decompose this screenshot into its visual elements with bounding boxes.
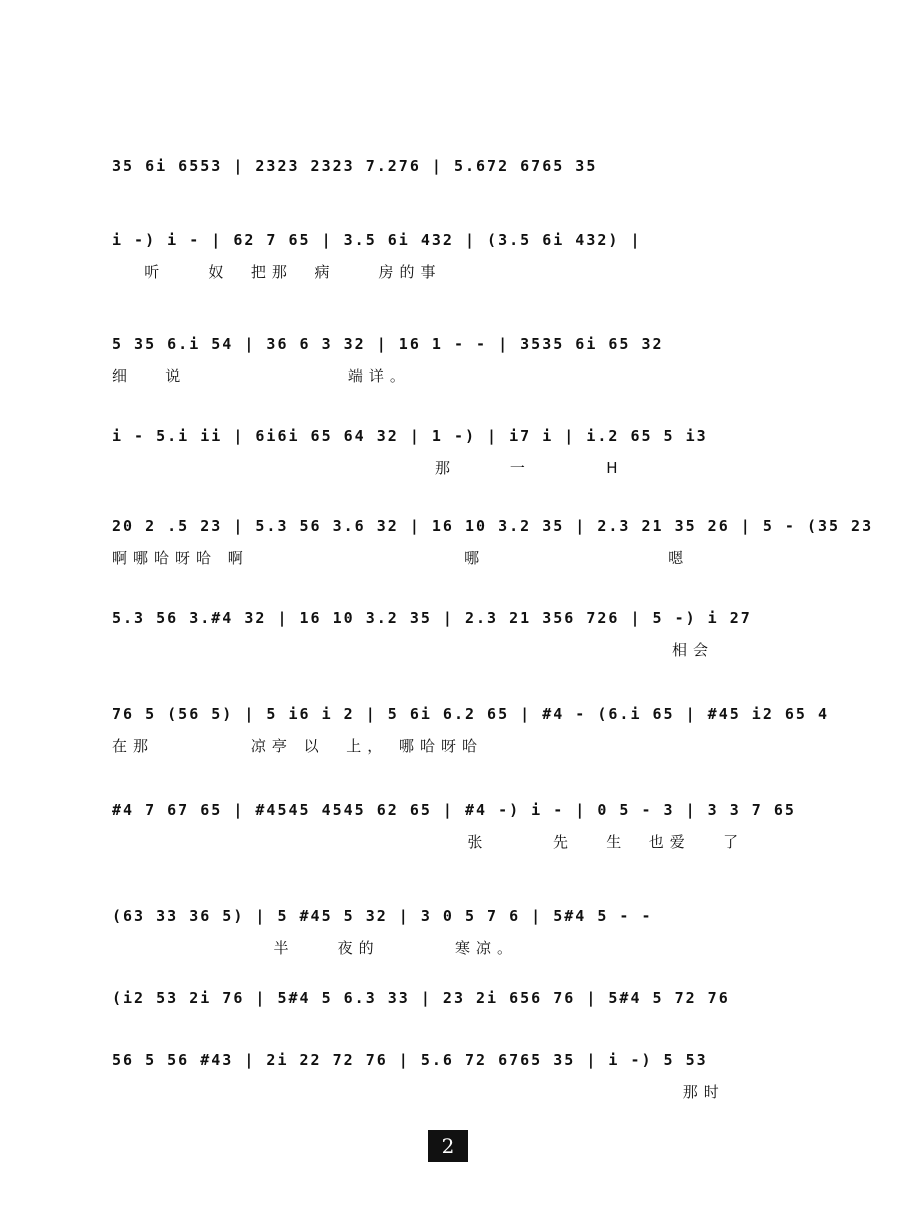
score-line-9 <box>112 902 792 972</box>
lyrics-row: 那 一 H <box>112 459 624 477</box>
lyrics-row <box>112 1018 792 1042</box>
lyrics-row: 张 先 生 也爱 了 <box>112 833 745 851</box>
lyrics-row: 那时 <box>112 1083 725 1101</box>
score-line-5 <box>112 512 874 582</box>
score-line-8 <box>112 796 796 866</box>
notation-row: i -) i - | 62 7 65 | 3.5 6i 432 | (3.5 6i 432) | <box>112 231 642 249</box>
score-line-6 <box>112 604 792 674</box>
lyrics-row: 相会 <box>112 641 714 659</box>
score-line-11 <box>112 1046 792 1116</box>
score-line-7 <box>112 700 829 770</box>
lyrics-row: 啊哪哈呀哈 啊 哪 嗯 <box>112 549 690 567</box>
notation-row: i - 5.i ii | 6i6i 65 64 32 | 1 -) | i7 i | i.2 65 5 i3 <box>112 427 708 445</box>
score-line-3 <box>112 330 792 400</box>
lyrics-row: 细 说 端详。 <box>112 367 411 385</box>
notation-row: 20 2 .5 23 | 5.3 56 3.6 32 | 16 10 3.2 35 | 2.3 21 35 26 | 5 - (35 23 <box>112 517 874 535</box>
lyrics-row: 半 夜的 寒凉。 <box>112 939 518 957</box>
page-number-badge: 2 <box>428 1130 468 1162</box>
notation-row: (63 33 36 5) | 5 #45 5 32 | 3 0 5 7 6 | 5#4 5 - - <box>112 907 653 925</box>
score-line-10 <box>112 984 792 1054</box>
notation-row: #4 7 67 65 | #4545 4545 62 65 | #4 -) i - | 0 5 - 3 | 3 3 7 65 <box>112 801 796 819</box>
score-line-2 <box>112 226 792 296</box>
score-line-1 <box>112 152 792 222</box>
lyrics-row: 在那 凉亭 以 上， 哪哈呀哈 <box>112 737 483 755</box>
notation-row: 5.3 56 3.#4 32 | 16 10 3.2 35 | 2.3 21 356 726 | 5 -) i 27 <box>112 609 752 627</box>
score-line-4 <box>112 422 792 492</box>
lyrics-row: 听 奴 把那 病 房的事 <box>112 263 442 281</box>
notation-row: 5 35 6.i 54 | 36 6 3 32 | 16 1 - - | 3535 6i 65 32 <box>112 335 664 353</box>
notation-row: (i2 53 2i 76 | 5#4 5 6.3 33 | 23 2i 656 76 | 5#4 5 72 76 <box>112 989 730 1007</box>
lyrics-row <box>112 186 792 210</box>
notation-row: 56 5 56 #43 | 2i 22 72 76 | 5.6 72 6765 35 | i -) 5 53 <box>112 1051 708 1069</box>
notation-row: 35 6i 6553 | 2323 2323 7.276 | 5.672 6765 35 <box>112 157 598 175</box>
notation-row: 76 5 (56 5) | 5 i6 i 2 | 5 6i 6.2 65 | #4 - (6.i 65 | #45 i2 65 4 <box>112 705 829 723</box>
